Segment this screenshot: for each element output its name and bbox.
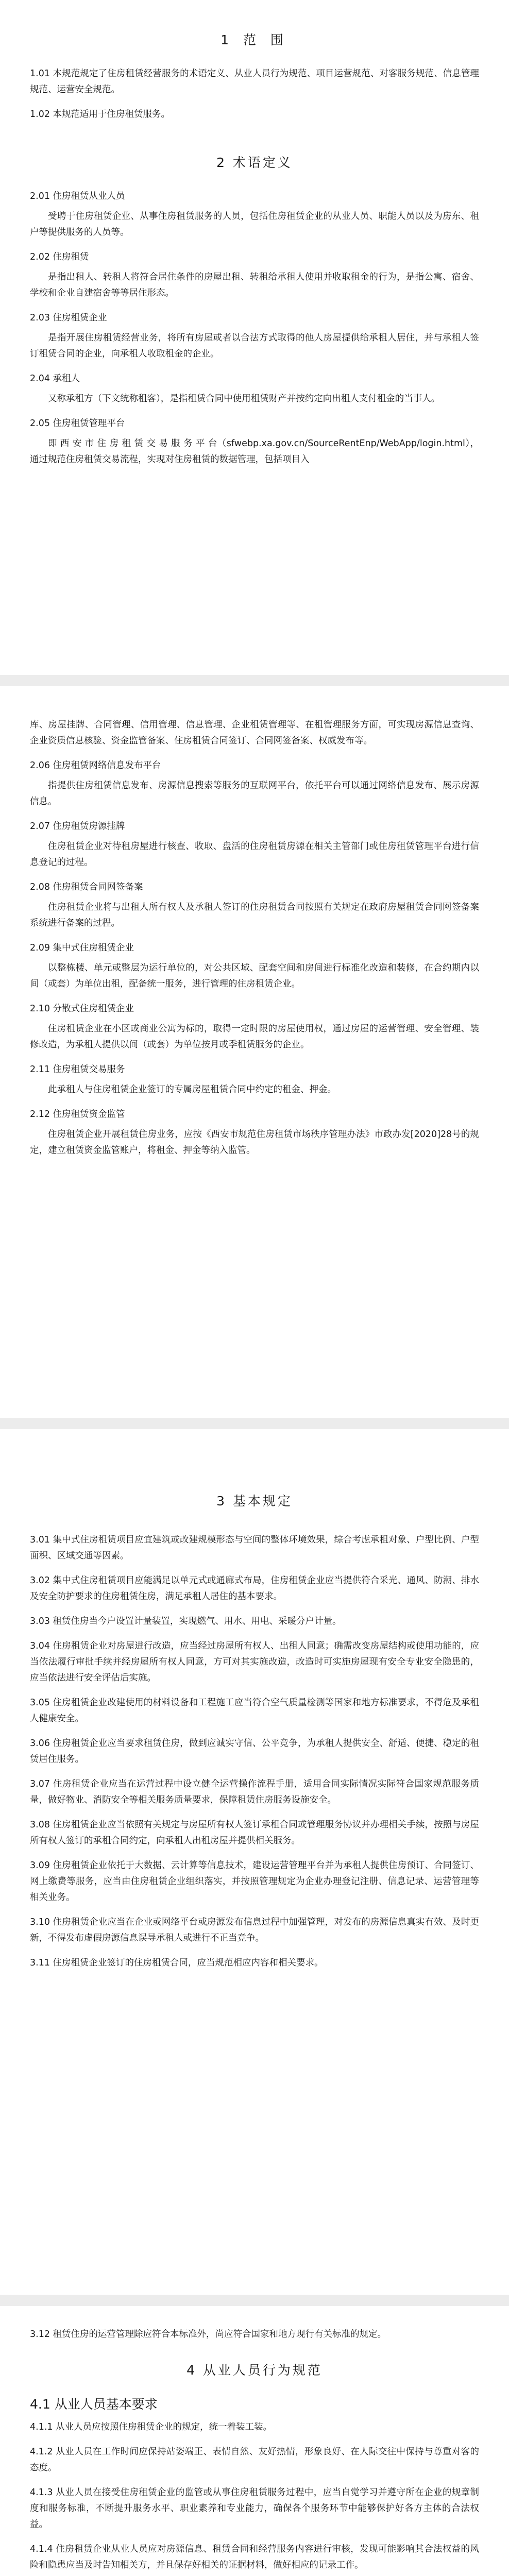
term-2-11: 2.11 住房租赁交易服务 — [30, 1064, 125, 1075]
chapter-1-title: 1 范 围 — [220, 32, 289, 47]
clause-4-1-4: 4.1.4 住房租赁企业从业人员应对房源信息、租赁合同和经营服务内容进行审核，发现可能影响其合法权益的风险和隐患应当及时告知相关方，并且保存好相关的证据材料，做好相应的记录工作。 — [30, 2544, 479, 2570]
clause-3-11: 3.11 住房租赁企业签订的住房租赁合同，应当规范相应内容和相关要求。 — [30, 1958, 324, 1968]
chapter-2-title: 2 术语定义 — [216, 155, 293, 170]
clause-3-06: 3.06 住房租赁企业应当要求租赁住房，做到应诚实守信、公平竞争，为承租人提供安全、舒适、便捷、稳定的租赁居住服务。 — [30, 1738, 479, 1765]
term-2-09: 2.09 集中式住房租赁企业 — [30, 943, 134, 953]
definition-2-10: 住房租赁企业在小区或商业公寓为标的，取得一定时限的房屋使用权，通过房屋的运营管理、安全管理、装修改造，为承租人提供以间（或套）为单位按月或季租赁服务的企业。 — [30, 1024, 479, 1050]
clause-4-1-2: 4.1.2 从业人员在工作时间应保持站姿端正、表情自然、友好热情，形象良好、在人际交往中保持与尊重对客的态度。 — [30, 2447, 479, 2473]
definition-2-08: 住房租赁企业将与出租人所有权人及承租人签订的住房租赁合同按照有关规定在政府房屋租赁合同网签备案系统进行备案的过程。 — [30, 902, 479, 928]
clause-3-08: 3.08 住房租赁企业应当依照有关规定与房屋所有权人签订承租合同或管理服务协议并办理相关手续，按照与房屋所有权人签订的承租合同约定，向承租人出租房屋并提供相关服务。 — [30, 1820, 479, 1846]
term-2-01: 2.01 住房租赁从业人员 — [30, 191, 125, 201]
term-2-05: 2.05 住房租赁管理平台 — [30, 418, 125, 429]
definition-2-01: 受聘于住房租赁企业、从事住房租赁服务的人员，包括住房租赁企业的从业人员、职能人员以及为房东、租户等提供服务的人员等。 — [30, 211, 479, 238]
document-page-2 — [0, 1429, 509, 2295]
definition-2-02: 是指出租人、转租人将符合居住条件的房屋出租、转租给承租人使用并收取租金的行为，是指公寓、宿舍、学校和企业自建宿舍等等居住形态。 — [30, 272, 479, 298]
definition-2-06: 指提供住房租赁信息发布、房源信息搜索等服务的互联网平台，依托平台可以通过网络信息发布、展示房源信息。 — [30, 781, 479, 807]
clause-3-03: 3.03 租赁住房当今户设置计量装置，实现燃气、用水、用电、采暖分户计量。 — [30, 1616, 342, 1626]
page-gap — [0, 2295, 509, 2306]
definition-2-03: 是指开展住房租赁经营业务，将所有房屋或者以合法方式取得的他人房屋提供给承租人居住，并与承租人签订租赁合同的企业，向承租人收取租金的企业。 — [30, 333, 479, 359]
chapter-4-title: 4 从业人员行为规范 — [186, 2363, 323, 2378]
term-2-06: 2.06 住房租赁网络信息发布平台 — [30, 760, 161, 771]
clause-3-10: 3.10 住房租赁企业应当在企业或网络平台或房源发布信息过程中加强管理，对发布的房源信息真实有效、及时更新，不得发布虚假房源信息误导承租人或进行不正当竞争。 — [30, 1917, 479, 1943]
term-2-02: 2.02 住房租赁 — [30, 252, 89, 262]
definition-2-12: 住房租赁企业开展租赁住房业务，应按《西安市规范住房租赁市场秩序管理办法》市政办发[2020]28号的规定，建立租赁资金监管账户，将租金、押金等纳入监管。 — [30, 1129, 479, 1156]
page-gap — [0, 1418, 509, 1429]
section-4-1-heading: 4.1 从业人员基本要求 — [30, 2397, 158, 2412]
term-2-08: 2.08 住房租赁合同网签备案 — [30, 882, 143, 892]
definition-2-09: 以整栋楼、单元或整层为运行单位的，对公共区域、配套空间和房间进行标准化改造和装修，在合约期内以间（或套）为单位出租，配备统一服务，进行管理的住房租赁企业。 — [30, 963, 479, 989]
definition-2-05-part-1: 即 西 安 市 住 房 租 赁 交 易 服 务 平 台（sfwebp.xa.gov.cn/SourceRentEnp/WebApp/login.html），通过规范住房租赁交易流程，实现对住房租赁的数据管理，包括项目入 — [30, 438, 479, 465]
definition-2-05-part-2: 库、房屋挂牌、合同管理、信用管理、信息管理、企业租赁管理等、在租管理服务方面，可实现房源信息查询、企业资质信息核验、资金监管备案、住房租赁合同签订、合同网签备案、权威发布等。 — [30, 720, 479, 746]
clause-1-01: 1.01 本规范规定了住房租赁经营服务的术语定义、从业人员行为规范、项目运营规范、对客服务规范、信息管理规范、运营安全规范。 — [30, 69, 479, 95]
document-page-1 — [0, 0, 509, 675]
term-2-07: 2.07 住房租赁房源挂牌 — [30, 821, 125, 832]
clause-3-05: 3.05 住房租赁企业改建使用的材料设备和工程施工应当符合空气质量检测等国家和地方标准要求，不得危及承租人健康安全。 — [30, 1698, 479, 1724]
clause-1-02: 1.02 本规范适用于住房租赁服务。 — [30, 109, 171, 120]
clause-4-1-1: 4.1.1 从业人员应按照住房租赁企业的规定，统一着装工装。 — [30, 2422, 273, 2432]
chapter-3-title: 3 基本规定 — [216, 1494, 293, 1509]
clause-3-12: 3.12 租赁住房的运营管理除应符合本标准外，尚应符合国家和地方现行有关标准的规定。 — [30, 2329, 387, 2340]
definition-2-07: 住房租赁企业对待租房屋进行核查、收取、盘活的住房租赁房源在相关主管部门或住房租赁管理平台进行信息登记的过程。 — [30, 841, 479, 868]
clause-3-09: 3.09 住房租赁企业依托于大数据、云计算等信息技术，建设运营管理平台并为承租人提供住房预订、合同签订、网上缴费等服务，应当由住房租赁企业组织落实，并按照管理规定为企业办理登记注册、信息记录、运营管理等相关业务。 — [30, 1860, 479, 1903]
term-2-12: 2.12 住房租赁资金监管 — [30, 1109, 125, 1120]
page-gap — [0, 675, 509, 686]
term-2-03: 2.03 住房租赁企业 — [30, 313, 107, 323]
definition-2-11: 此承租人与住房租赁企业签订的专属房屋租赁合同中约定的租金、押金。 — [48, 1084, 336, 1095]
clause-3-02: 3.02 集中式住房租赁项目应能满足以单元式或通廊式布局，住房租赁企业应当提供符合采光、通风、防潮、排水及安全防护要求的住房租赁住房，满足承租人居住的基本要求。 — [30, 1575, 479, 1602]
clause-3-01: 3.01 集中式住房租赁项目应宜建筑或改建规模形态与空间的整体环境效果，综合考虑承租对象、户型比例、户型面积、区域交通等因素。 — [30, 1535, 479, 1561]
term-2-04: 2.04 承租人 — [30, 374, 80, 384]
document-page-2-continued — [0, 2306, 509, 2576]
clause-4-1-3: 4.1.3 从业人员在接受住房租赁企业的监管或从事住房租赁服务过程中，应当自觉学习并遵守所在企业的规章制度和服务标准，不断提升服务水平、职业素养和专业能力，确保各个服务环节中能够保护好各方主体的合法权益。 — [30, 2487, 479, 2530]
term-2-10: 2.10 分散式住房租赁企业 — [30, 1004, 134, 1014]
document-page-1-continued — [0, 686, 509, 1418]
clause-3-07: 3.07 住房租赁企业应当在运营过程中设立健全运营操作流程手册，适用合同实际情况实际符合国家规范服务质量，做好物业、消防安全等相关服务质量要求，保障租赁住房服务设施安全。 — [30, 1779, 479, 1805]
clause-3-04: 3.04 住房租赁企业对房屋进行改造，应当经过房屋所有权人、出租人同意；确需改变房屋结构或使用功能的，应当依法履行审批手续并经房屋所有权人同意，方可对其实施改造，改造时可实施房屋现有安全专业安全隐患的，应当依法进行安全评估后实施。 — [30, 1641, 479, 1683]
definition-2-04: 又称承租方（下文统称租客），是指租赁合同中使用租赁财产并按约定向出租人支付租金的当事人。 — [48, 394, 440, 404]
